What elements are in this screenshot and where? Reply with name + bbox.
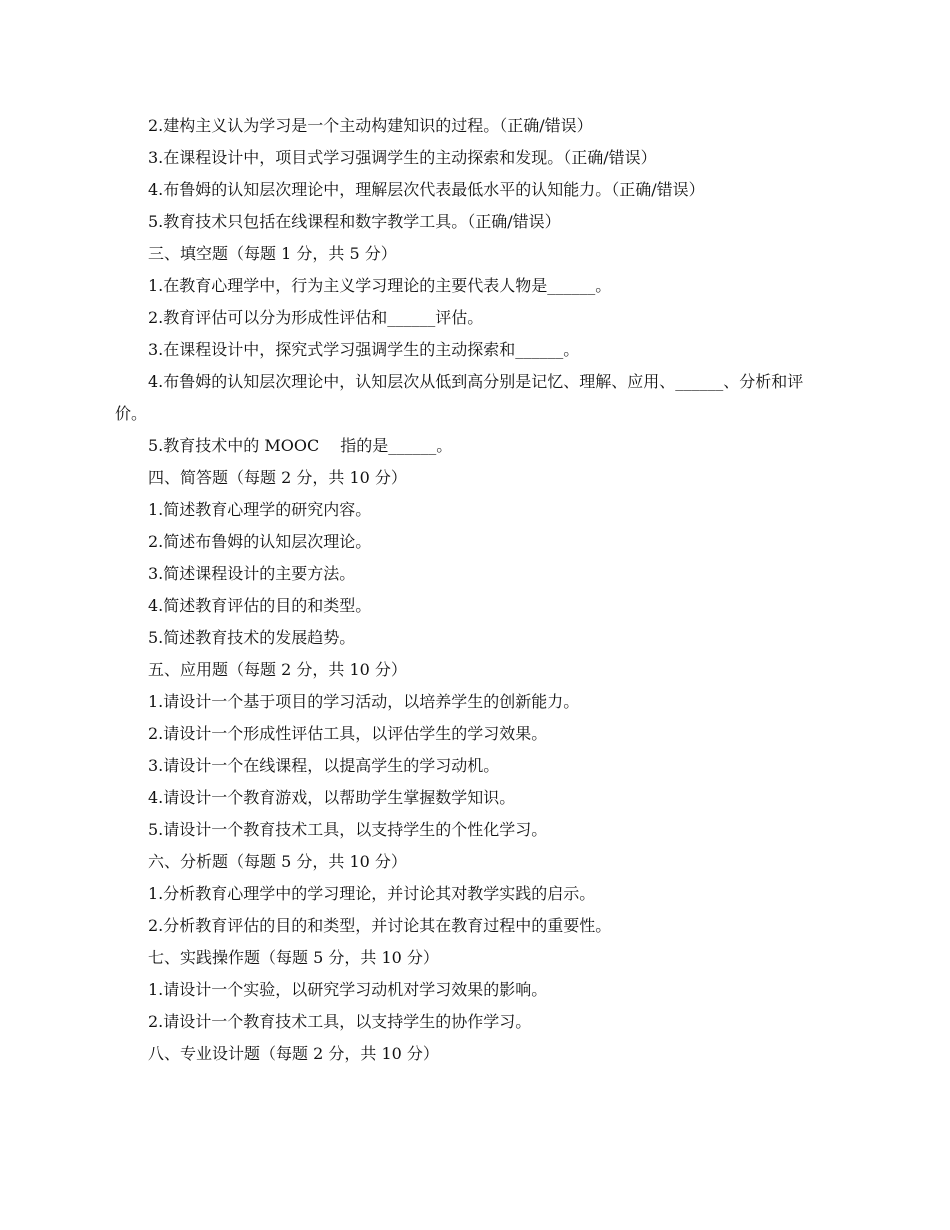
document-body bbox=[115, 110, 835, 1070]
question-fill-blank-3: 3.在课程设计中，探究式学习强调学生的主动探索和______。 bbox=[148, 340, 580, 359]
question-short-answer-2: 2.简述布鲁姆的认知层次理论。 bbox=[148, 532, 372, 551]
question-true-false-4: 4.布鲁姆的认知层次理论中，理解层次代表最低水平的认知能力。（正确/错误） bbox=[148, 180, 705, 199]
question-application-5: 5.请设计一个教育技术工具，以支持学生的个性化学习。 bbox=[148, 820, 548, 839]
section-heading-fill-blank: 三、填空题（每题 1 分，共 5 分） bbox=[148, 244, 397, 263]
section-heading-short-answer: 四、简答题（每题 2 分，共 10 分） bbox=[148, 468, 407, 487]
question-short-answer-4: 4.简述教育评估的目的和类型。 bbox=[148, 596, 372, 615]
question-analysis-1: 1.分析教育心理学中的学习理论，并讨论其对教学实践的启示。 bbox=[148, 884, 596, 903]
question-fill-blank-5: 5.教育技术中的 MOOC 指的是______。 bbox=[148, 436, 453, 455]
question-fill-blank-2: 2.教育评估可以分为形成性评估和______评估。 bbox=[148, 308, 484, 327]
question-practice-1: 1.请设计一个实验，以研究学习动机对学习效果的影响。 bbox=[148, 980, 548, 999]
question-application-2: 2.请设计一个形成性评估工具，以评估学生的学习效果。 bbox=[148, 724, 548, 743]
question-practice-2: 2.请设计一个教育技术工具，以支持学生的协作学习。 bbox=[148, 1012, 532, 1031]
question-true-false-5: 5.教育技术只包括在线课程和数字教学工具。（正确/错误） bbox=[148, 212, 561, 231]
question-application-3: 3.请设计一个在线课程，以提高学生的学习动机。 bbox=[148, 756, 500, 775]
question-short-answer-3: 3.简述课程设计的主要方法。 bbox=[148, 564, 356, 583]
question-short-answer-5: 5.简述教育技术的发展趋势。 bbox=[148, 628, 356, 647]
question-analysis-2: 2.分析教育评估的目的和类型，并讨论其在教育过程中的重要性。 bbox=[148, 916, 612, 935]
question-fill-blank-4: 4.布鲁姆的认知层次理论中，认知层次从低到高分别是记忆、理解、应用、______、分析和评价。 bbox=[115, 372, 804, 423]
section-heading-application: 五、应用题（每题 2 分，共 10 分） bbox=[148, 660, 407, 679]
question-short-answer-1: 1.简述教育心理学的研究内容。 bbox=[148, 500, 372, 519]
question-fill-blank-1: 1.在教育心理学中，行为主义学习理论的主要代表人物是______。 bbox=[148, 276, 612, 295]
section-heading-practice: 七、实践操作题（每题 5 分，共 10 分） bbox=[148, 948, 439, 967]
question-application-4: 4.请设计一个教育游戏，以帮助学生掌握数学知识。 bbox=[148, 788, 516, 807]
question-true-false-3: 3.在课程设计中，项目式学习强调学生的主动探索和发现。（正确/错误） bbox=[148, 148, 657, 167]
section-heading-analysis: 六、分析题（每题 5 分，共 10 分） bbox=[148, 852, 407, 871]
question-true-false-2: 2.建构主义认为学习是一个主动构建知识的过程。（正确/错误） bbox=[148, 116, 593, 135]
section-heading-professional-design: 八、专业设计题（每题 2 分，共 10 分） bbox=[148, 1044, 439, 1063]
question-application-1: 1.请设计一个基于项目的学习活动，以培养学生的创新能力。 bbox=[148, 692, 580, 711]
